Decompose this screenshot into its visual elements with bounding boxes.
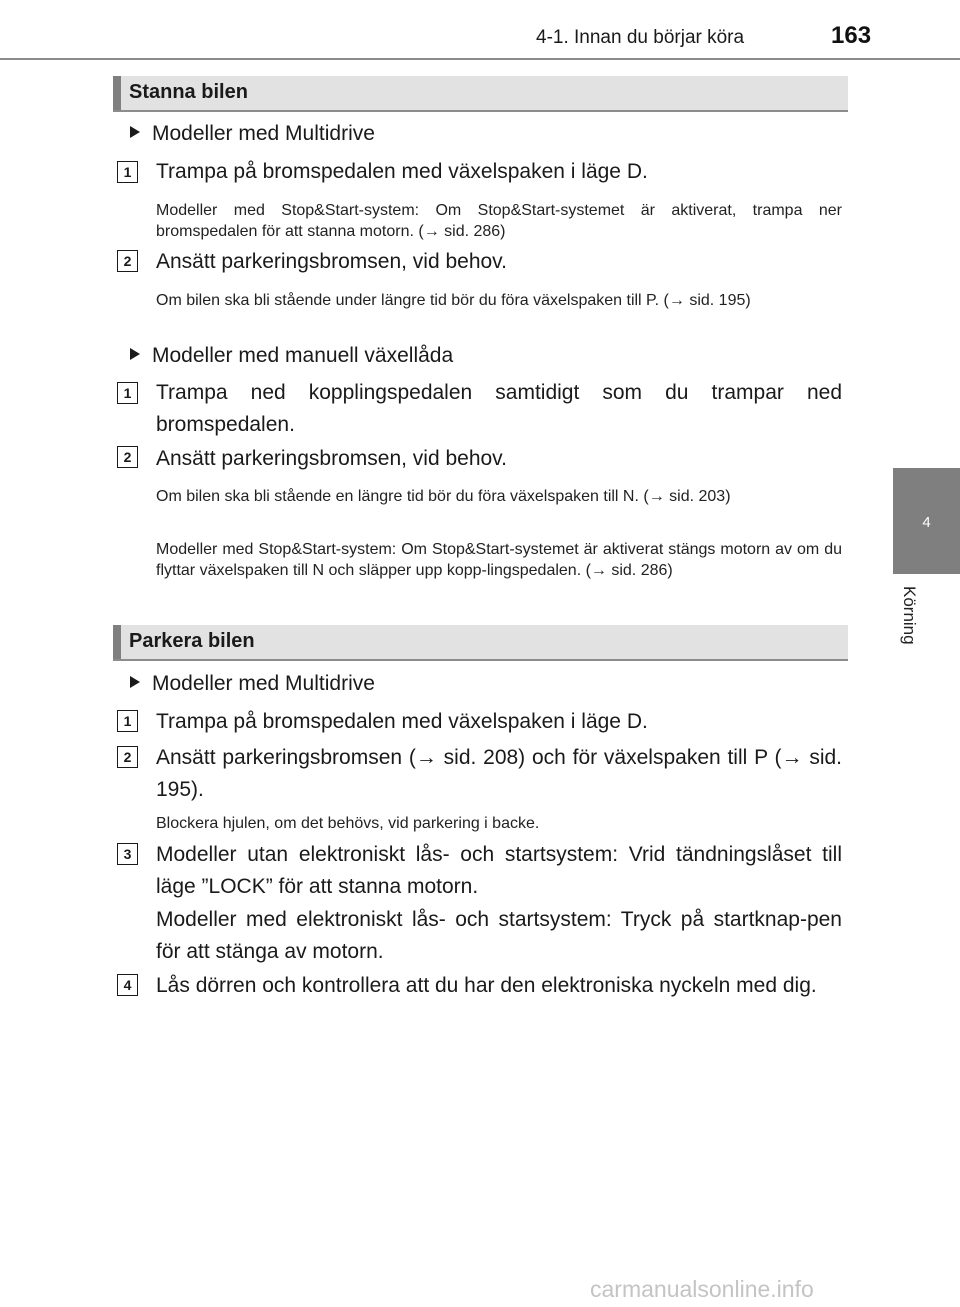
- subsection-heading: [130, 122, 850, 146]
- step-text: Trampa på bromspedalen med växelspaken i läge D.: [156, 160, 648, 183]
- section-title: Stanna bilen: [129, 81, 248, 103]
- step-text: Ansätt parkeringsbromsen, vid behov.: [156, 250, 507, 273]
- subsection-heading: [130, 672, 850, 696]
- section-header-parkera-bilen: [113, 625, 848, 661]
- step-text: Modeller utan elektroniskt lås- och startsystem: Vrid tändningslåset till läge ”LOCK” för att stanna motorn.: [156, 843, 842, 898]
- step-text: Trampa ned kopplingspedalen samtidigt som du trampar ned bromspedalen.: [156, 381, 842, 436]
- step-number-box: 1: [117, 382, 138, 404]
- step-note: Modeller med Stop&Start-system: Om Stop&Start-systemet är aktiverat, trampa ner bromspedalen för att stanna motorn. (→ sid. 286): [156, 202, 842, 240]
- chapter-tab-label: Körning: [900, 586, 919, 645]
- step-text: Ansätt parkeringsbromsen, vid behov.: [156, 447, 507, 470]
- step-number-box: 1: [117, 710, 138, 732]
- step-number-box: 1: [117, 161, 138, 183]
- step-text: Lås dörren och kontrollera att du har den elektroniska nyckeln med dig.: [156, 974, 817, 997]
- chapter-tab: [893, 468, 960, 574]
- step-number-box: 2: [117, 746, 138, 768]
- step-text: Trampa på bromspedalen med växelspaken i läge D.: [156, 710, 648, 733]
- subsection-heading-text: Modeller med Multidrive: [152, 122, 375, 145]
- subsection-heading: [130, 344, 850, 368]
- page-header: [0, 0, 960, 64]
- section-header-bar: [113, 76, 121, 110]
- chapter-tab-number: 4: [922, 514, 931, 531]
- triangle-bullet-icon: [130, 126, 140, 138]
- subsection-heading-text: Modeller med Multidrive: [152, 672, 375, 695]
- step-note: Modeller med Stop&Start-system: Om Stop&Start-systemet är aktiverat stängs motorn av om du flyttar växelspaken till N och släpper upp kopp-lingspedalen. (→ sid. 286): [156, 541, 842, 579]
- step-text: Ansätt parkeringsbromsen (→ sid. 208) och för växelspaken till P (→ sid. 195).: [156, 746, 842, 801]
- triangle-bullet-icon: [130, 676, 140, 688]
- header-rule: [0, 58, 960, 60]
- triangle-bullet-icon: [130, 348, 140, 360]
- section-header-stanna-bilen: [113, 76, 848, 112]
- section-title: Parkera bilen: [129, 630, 255, 652]
- step-note: Om bilen ska bli stående en längre tid bör du föra växelspaken till N. (→ sid. 203): [156, 488, 731, 505]
- step-number-box: 4: [117, 974, 138, 996]
- subsection-heading-text: Modeller med manuell växellåda: [152, 344, 454, 367]
- step-note: Om bilen ska bli stående under längre tid bör du föra växelspaken till P. (→ sid. 195): [156, 292, 751, 309]
- watermark: carmanualsonline.info: [590, 1276, 814, 1302]
- section-header-bar: [113, 625, 121, 659]
- step-number-box: 3: [117, 843, 138, 865]
- step-number-box: 2: [117, 250, 138, 272]
- chapter-title: 4-1. Innan du börjar köra: [536, 27, 745, 48]
- step-number-box: 2: [117, 446, 138, 468]
- step-note: Blockera hjulen, om det behövs, vid parkering i backe.: [156, 815, 540, 832]
- step-text-continued: Modeller med elektroniskt lås- och startsystem: Tryck på startknap-pen för att stänga av motorn.: [156, 908, 842, 963]
- page-number: 163: [831, 22, 872, 49]
